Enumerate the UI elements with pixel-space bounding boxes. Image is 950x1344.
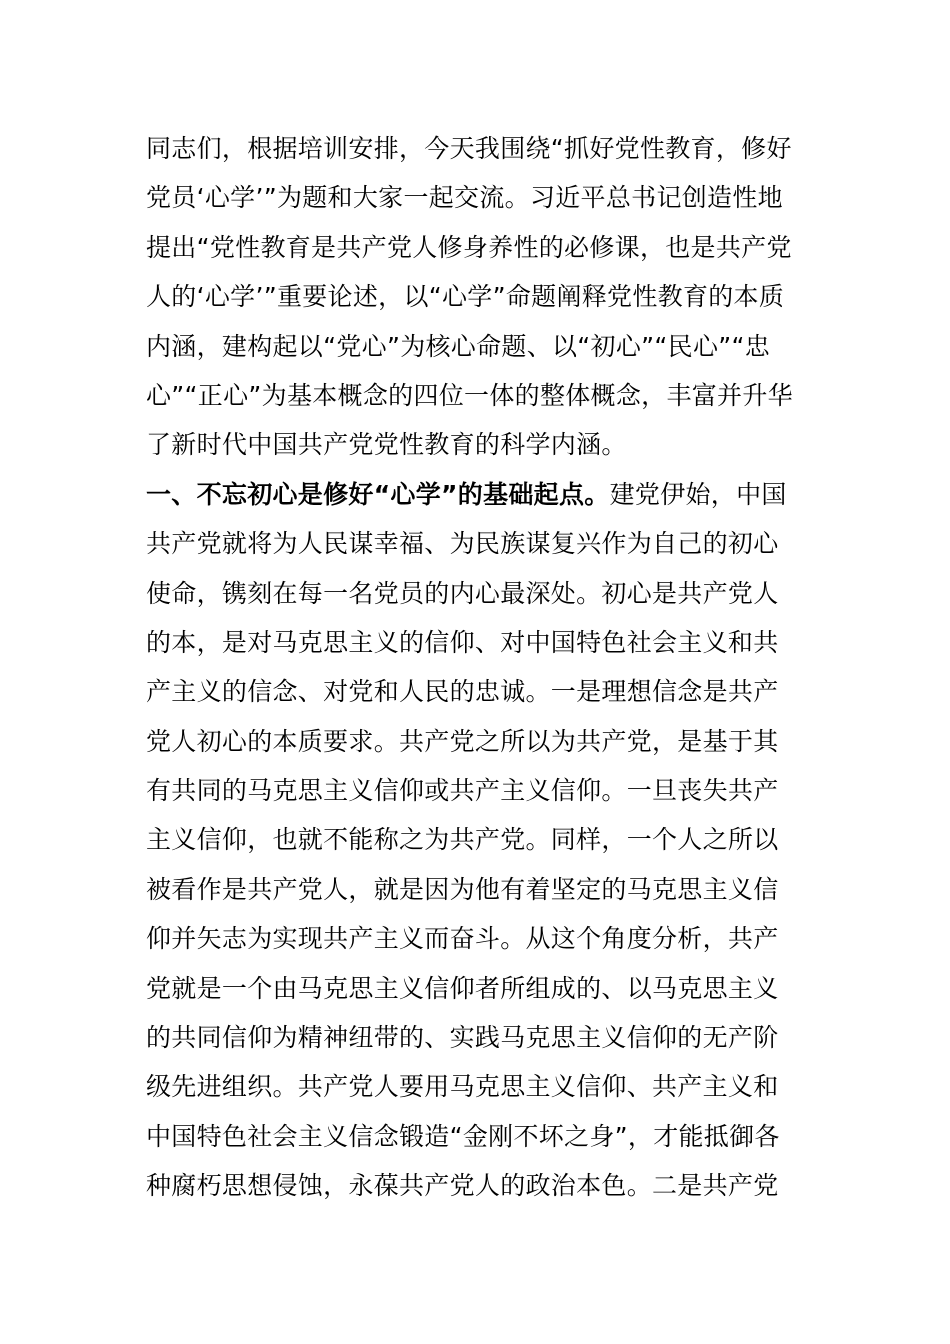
text-line: 主义信仰，也就不能称之为共产党。同样，一个人之所以 [146,825,779,855]
section-heading-line [146,470,816,519]
text-line: 的本，是对马克思主义的信仰、对中国特色社会主义和共 [146,627,779,657]
text-line: 使命，镌刻在每一名党员的内心最深处。初心是共产党人 [146,578,779,608]
text-line: 内涵，建构起以“党心”为核心命题、以“初心”“民心”“忠 [146,331,771,361]
body-text [146,124,816,1211]
text-line: 中国特色社会主义信念锻造“金刚不坏之身”，才能抵御各 [146,1121,780,1151]
section-heading: 一、不忘初心是修好“心学”的基础起点。 [146,479,610,509]
text-line: 了新时代中国共产党党性教育的科学内涵。 [146,430,627,460]
text-line: 党就是一个由马克思主义信仰者所组成的、以马克思主义 [146,973,779,1003]
text-line: 级先进组织。共产党人要用马克思主义信仰、共产主义和 [146,1072,779,1102]
text-line: 党人初心的本质要求。共产党之所以为共产党，是基于其 [146,726,779,756]
text-line: 种腐朽思想侵蚀，永葆共产党人的政治本色。二是共产党 [146,1171,779,1201]
text-line: 共产党就将为人民谋幸福、为民族谋复兴作为自己的初心 [146,529,779,559]
text-line: 的共同信仰为精神纽带的、实践马克思主义信仰的无产阶 [146,1023,779,1053]
text-fragment: 建党伊始，中国 [609,479,787,509]
text-line: 被看作是共产党人，就是因为他有着坚定的马克思主义信 [146,874,779,904]
text-line: 提出“党性教育是共产党人修身养性的必修课，也是共产党 [146,232,792,262]
text-line: 心”“正心”为基本概念的四位一体的整体概念，丰富并升华 [146,380,793,410]
text-line: 产主义的信念、对党和人民的忠诚。一是理想信念是共产 [146,677,779,707]
text-line: 党员‘心学’”为题和大家一起交流。习近平总书记创造性地 [146,183,783,213]
text-line: 仰并矢志为实现共产主义而奋斗。从这个角度分析，共产 [146,924,779,954]
text-line: 有共同的马克思主义信仰或共产主义信仰。一旦丧失共产 [146,776,779,806]
text-line: 人的‘心学’”重要论述，以“心学”命题阐释党性教育的本质 [146,282,785,312]
text-line: 同志们，根据培训安排，今天我围绕“抓好党性教育，修好 [146,134,792,163]
